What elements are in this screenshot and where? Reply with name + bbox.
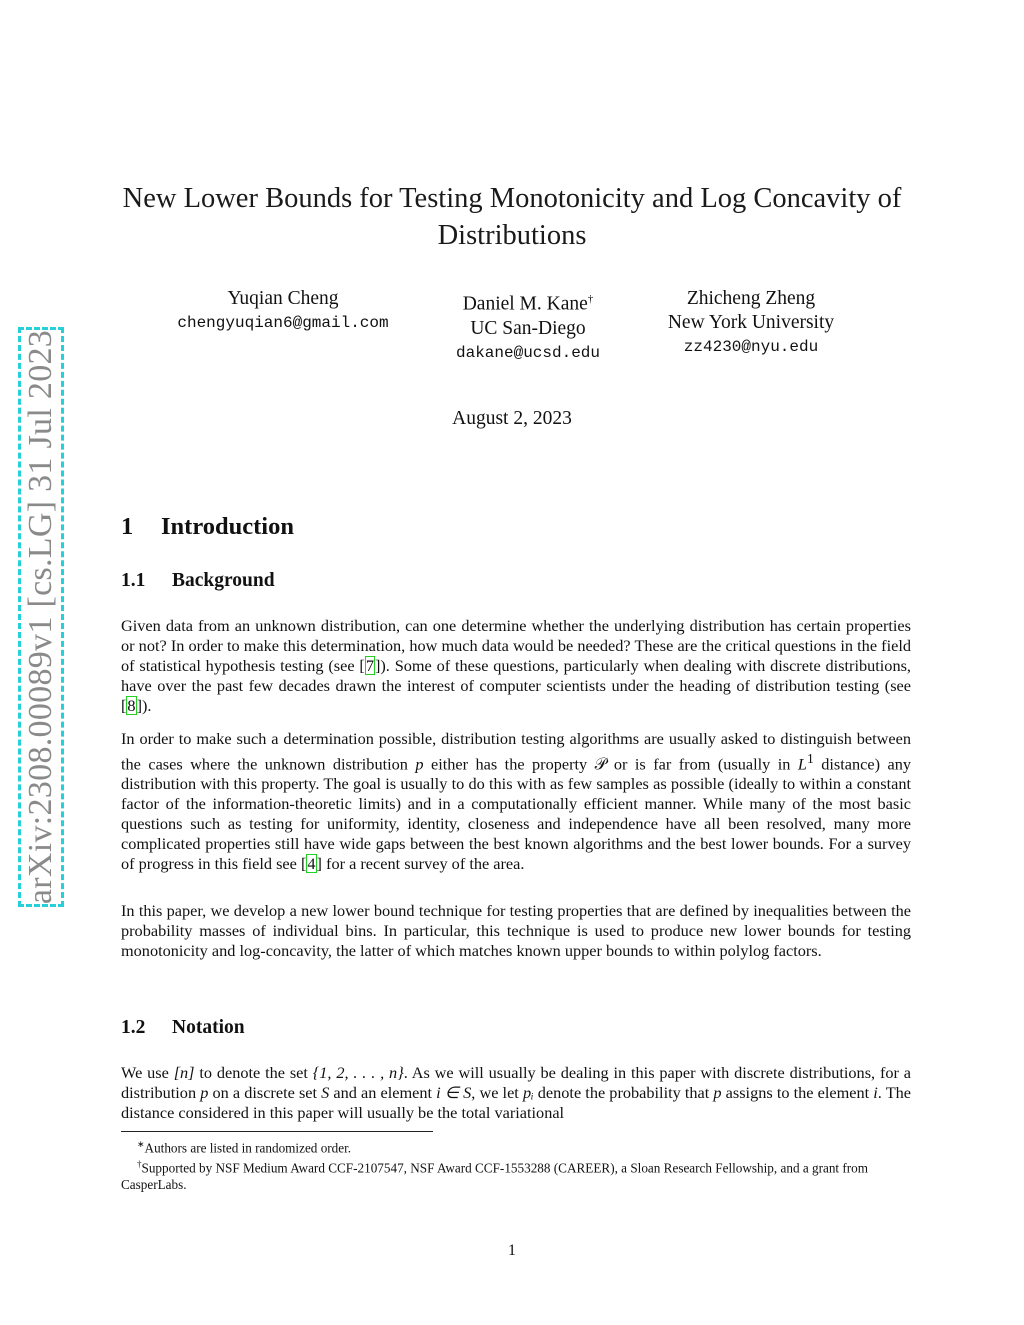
math-p: p (713, 1083, 722, 1102)
paper-date: August 2, 2023 (452, 408, 572, 429)
footnote-1-text: Authors are listed in randomized order. (144, 1140, 352, 1156)
math-p-i: pᵢ (522, 1083, 534, 1102)
p4-text-b: to denote the set (194, 1063, 313, 1082)
author-2-email: dakane@ucsd.edu (455, 343, 601, 362)
footnote-rule (121, 1131, 433, 1132)
math-l: L (797, 754, 807, 774)
footnote-1-mark: ∗ (137, 1139, 145, 1149)
subsection-title: Background (172, 570, 275, 591)
author-1-name: Yuqian Cheng (227, 288, 339, 309)
section-number: 1 (121, 513, 134, 540)
paragraph-3: In this paper, we develop a new lower bound technique for testing properties that are defined by inequalities between the probability masses of individual bins. In particular, this technique is used to produce new lower bounds for testing monotonicity and log-concavity, the latter of which matches known upper bounds to within polylog factors. (121, 901, 911, 960)
paragraph-2: In order to make such a determination possible, distribution testing algorithms are usually asked to distinguish between the cases where the unknown distribution p either has the property 𝒫 or is far from (usually in $L^1$ distance) any distribution with this property. The goal is usually to do this with as few samples as possible (ideally to within a constant factor of the information-theoretic limits) and in a computationally efficient manner. While many of the most basic questions such as testing for uniformity, identity, closeness and independence have all been resolved, many more complicated properties still have wide gaps between the best known algorithms and the best lower bounds. For a survey of progress in this field see [4] for a recent survey of the area. (121, 729, 911, 874)
subsection-title: Notation (172, 1017, 245, 1038)
paper-title (110, 180, 914, 254)
p4-text-j: . The distance considered in this paper will usually be the total variational (121, 1083, 912, 1122)
math-p: p (415, 754, 424, 774)
math-n-set: [n] (173, 1063, 195, 1082)
footnote-2-mark: † (137, 1159, 142, 1170)
citation-link-8[interactable]: 8 (127, 696, 136, 715)
footnote-1 (121, 1136, 911, 1156)
math-element: i ∈ S (436, 1083, 472, 1102)
footnotes (121, 1136, 911, 1193)
p4-text-h: assigns to the element (721, 1083, 874, 1102)
paragraph-4 (121, 1063, 911, 1123)
math-property: 𝒫 (594, 754, 607, 774)
p2-text-e: for a recent survey of the area. (321, 854, 525, 874)
author-2 (430, 287, 626, 365)
subsection-number: 1.2 (121, 1017, 146, 1038)
author-2-name: Daniel M. Kane (462, 293, 588, 315)
subsection-notation (121, 1017, 245, 1039)
section-title: Introduction (161, 513, 294, 540)
author-1-email: chengyuqian6@gmail.com (177, 314, 389, 332)
p2-text-d: distance) any distribution with this property. The goal is usually to do this with as few samples as possible (ideally to within a constant factor of the information-theoretic limits) and in a computationally efficient manner. While many of the most basic questions such as testing for uniformity, identity, closeness and independence have all been resolved, many more complicated properties still have wide gaps between the best known algorithms and the best lower bounds. For a survey of progress in this field see (121, 754, 911, 874)
p1-text-b: ). Some of these questions, particularly when dealing with discrete distributions, have over the past few decades drawn the interest of computer scientists under the heading of distribution testing (see (121, 656, 911, 695)
math-set: {1, 2, . . . , n} (312, 1063, 404, 1082)
section-introduction (121, 513, 294, 541)
paragraph-1: Given data from an unknown distribution, can one determine whether the underlying distribution has certain properties or not? In order to make this determination, how much data would be needed? These are the critical questions in the field of statistical hypothesis testing (see [7]). Some of these questions, particularly when dealing with discrete distributions, have over the past few decades drawn the interest of computer scientists under the heading of distribution testing (see [8]). (121, 616, 911, 715)
p1-text-a: Given data from an unknown distribution, can one determine whether the underlying distribution has certain properties or not? In order to make this determination, how much data would be needed? These are the critical questions in the field of statistical hypothesis testing (see (121, 616, 911, 675)
author-1 (150, 287, 416, 335)
p4-text-a: We use (121, 1063, 174, 1082)
author-2-footnote-mark: † (587, 293, 594, 305)
math-i: i (873, 1083, 878, 1102)
footnote-2-text: Supported by NSF Medium Award CCF-2107547, NSF Award CCF-1553288 (CAREER), a Sloan Research Fellowship, and a grant from CasperLabs. (121, 1160, 869, 1192)
author-3 (646, 287, 856, 359)
author-3-name: Zhicheng Zheng (686, 288, 816, 309)
citation-link-7[interactable]: 7 (365, 656, 374, 675)
author-3-email: zz4230@nyu.edu (683, 338, 819, 356)
p1-text-c: ). (141, 696, 152, 715)
arxiv-id: arXiv:2308.00089v1 [cs.LG] 31 Jul 2023 (22, 329, 59, 905)
math-l-exponent: 1 (806, 751, 814, 766)
math-p: p (200, 1083, 209, 1102)
author-2-affiliation: UC San-Diego (470, 317, 586, 339)
p4-text-d: on a discrete set (208, 1083, 322, 1102)
p4-text-e: and an element (329, 1083, 437, 1102)
subsection-background (121, 570, 275, 592)
citation-link-4[interactable]: 4 (307, 854, 316, 874)
title-line-2: Distributions (437, 220, 587, 251)
p4-text-f: , we let (471, 1083, 523, 1102)
p2-text-c: or is far from (usually in (606, 754, 798, 774)
math-s: S (321, 1083, 330, 1102)
title-line-1: New Lower Bounds for Testing Monotonicity and Log Concavity of (122, 183, 902, 214)
subsection-number: 1.1 (121, 570, 146, 591)
p2-text-a: In order to make such a determination possible, distribution testing algorithms are usually asked to distinguish between the cases where the unknown distribution (121, 729, 911, 774)
p4-text-c: . As we will usually be dealing in this paper with discrete distributions, for a distribution (121, 1063, 912, 1102)
author-3-affiliation: New York University (667, 312, 835, 333)
p4-text-g: denote the probability that (533, 1083, 714, 1102)
page-number: 1 (507, 1240, 517, 1259)
footnote-2 (121, 1156, 911, 1192)
p2-text-b: either has the property (423, 754, 595, 774)
